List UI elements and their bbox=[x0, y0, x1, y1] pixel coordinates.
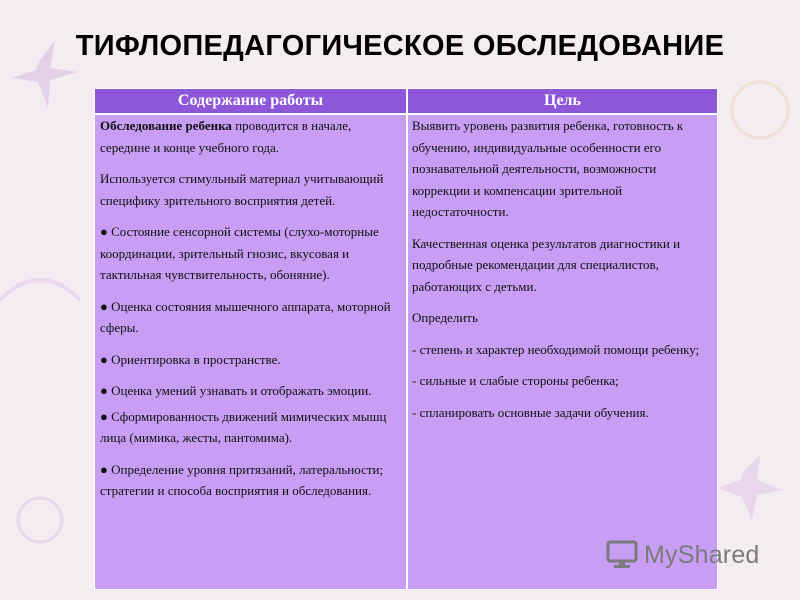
bullet-muscle: ● Оценка состояния мышечного аппарата, моторной сферы. bbox=[100, 298, 391, 335]
header-goal: Цель bbox=[544, 92, 581, 109]
paragraph-exam-bold: Обследование ребенка bbox=[100, 118, 232, 133]
paragraph-define: Определить bbox=[412, 310, 478, 325]
watermark-text: MyShared bbox=[644, 540, 760, 569]
column-content bbox=[100, 115, 402, 502]
bullet-sensory: ● Состояние сенсорной системы (слухо-моторные координации, зрительный гнозис, вкусовая и тактильная чувствительность, обоняние). bbox=[100, 224, 379, 282]
column-goal bbox=[412, 115, 712, 423]
bullet-emotions: ● Оценка умений узнавать и отображать эмоции. bbox=[100, 383, 372, 398]
header-content: Содержание работы bbox=[177, 92, 324, 109]
item-strengths: - сильные и слабые стороны ребенка; bbox=[412, 373, 619, 388]
column-divider bbox=[406, 89, 408, 589]
paragraph-exam-rest: проводится в начале, середине и конце учебного года. bbox=[100, 118, 352, 155]
item-plan: - спланировать основные задачи обучения. bbox=[412, 404, 649, 420]
bullet-aspiration: ● Определение уровня притязаний, латеральности; стратегии и способа восприятия и обследования. bbox=[100, 461, 384, 498]
bullet-orientation: ● Ориентировка в пространстве. bbox=[100, 351, 281, 367]
paragraph-stimulus: Используется стимульный материал учитывающий специфику зрительного восприятия детей. bbox=[100, 171, 384, 208]
bullet-mimic: ● Сформированность движений мимических мышц лица (мимика, жесты, пантомима). bbox=[100, 408, 387, 445]
paragraph-goal: Выявить уровень развития ребенка, готовность к обучению, индивидуальные особенности его познавательной деятельности, возможности коррекции и компенсации зрительной недостаточности. bbox=[412, 118, 684, 219]
watermark-logo bbox=[606, 538, 760, 572]
content-table bbox=[94, 88, 718, 590]
item-help: - степень и характер необходимой помощи ребенку; bbox=[412, 341, 700, 357]
monitor-icon bbox=[606, 540, 640, 570]
slide-title: ТИФЛОПЕДАГОГИЧЕСКОЕ ОБСЛЕДОВАНИЕ bbox=[75, 30, 725, 62]
paragraph-evaluation: Качественная оценка результатов диагностики и подробные рекомендации для специалистов, работающих с детьми. bbox=[412, 235, 681, 294]
paragraph-exam bbox=[100, 115, 402, 158]
